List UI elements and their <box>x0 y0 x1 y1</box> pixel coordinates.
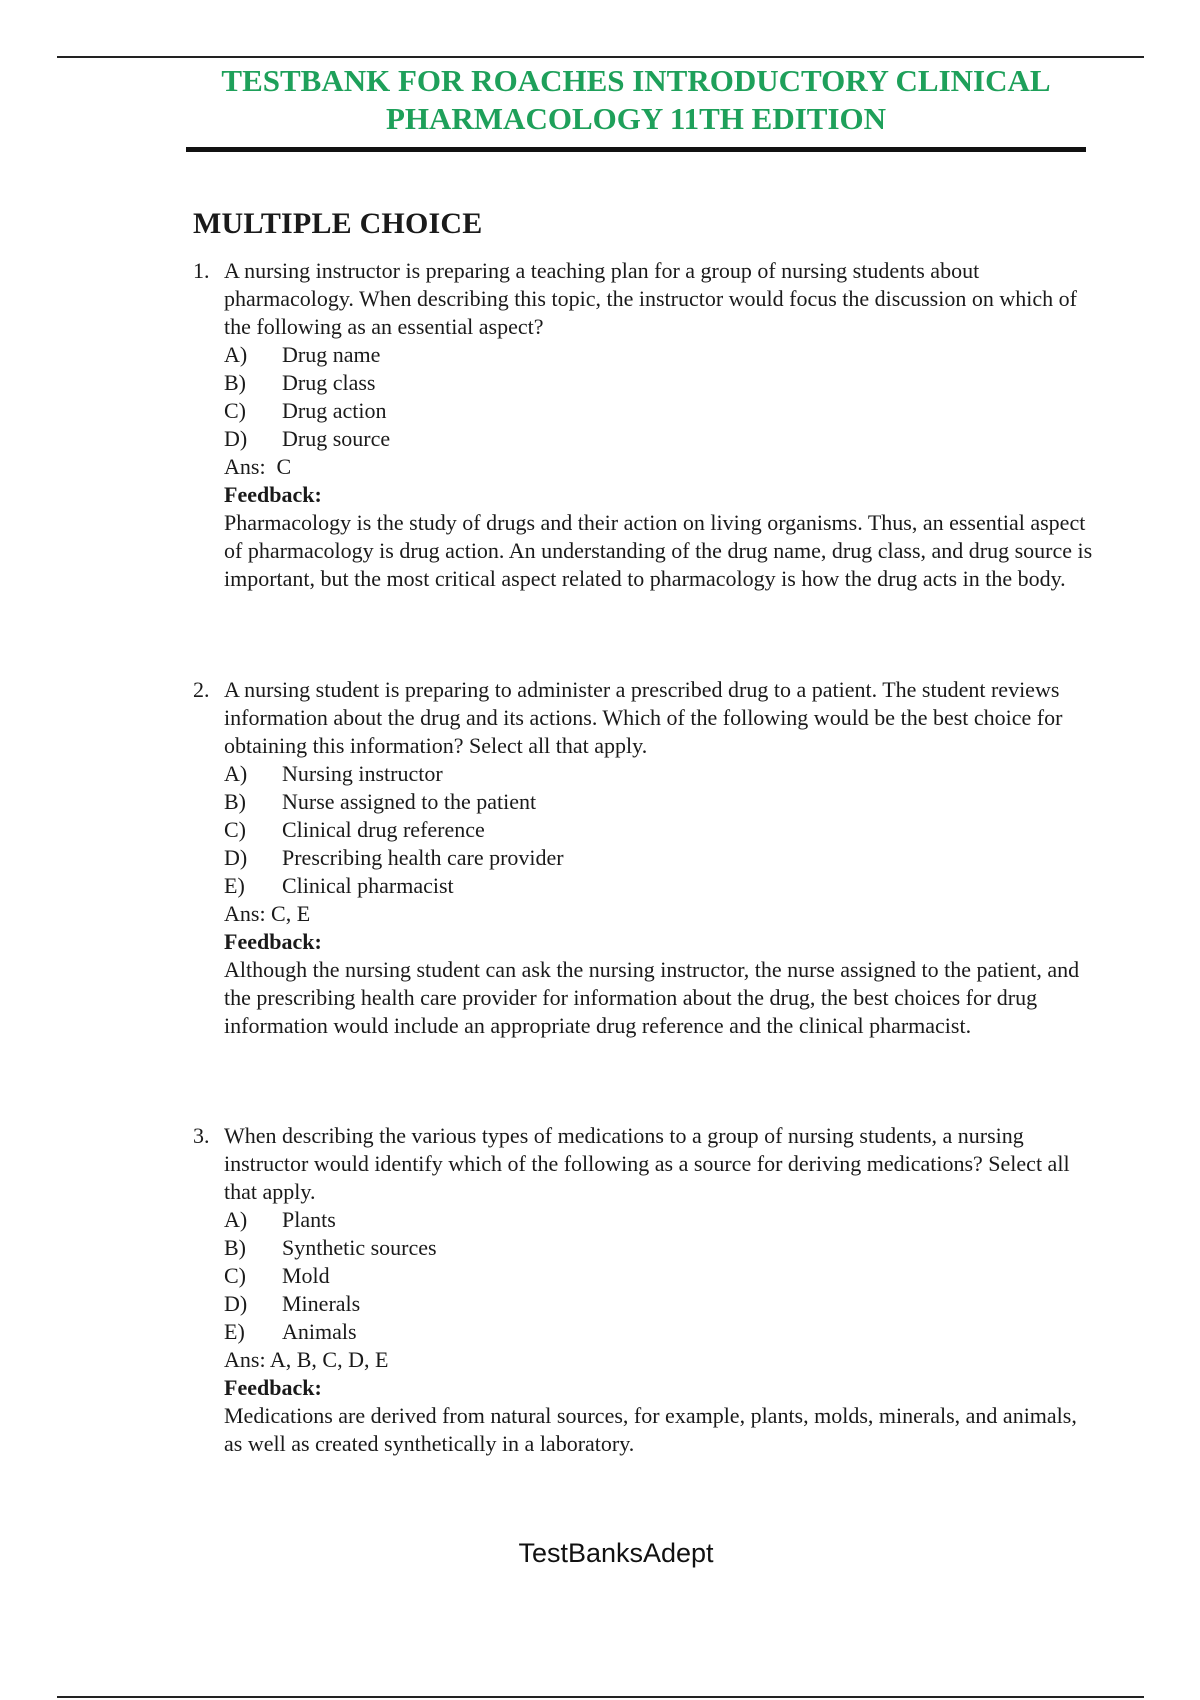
option-b <box>224 369 1093 397</box>
option-letter: E) <box>224 1319 245 1344</box>
feedback-label: Feedback: <box>224 482 322 507</box>
option-text: Clinical drug reference <box>282 817 485 842</box>
footer-brand: TestBanksAdept <box>518 1538 714 1568</box>
option-text: Drug source <box>282 426 391 451</box>
answer-key: Ans: C <box>224 454 292 479</box>
option-text: Synthetic sources <box>282 1235 437 1260</box>
option-text: Animals <box>282 1319 357 1344</box>
title-line-1: TESTBANK FOR ROACHES INTRODUCTORY CLINICAL <box>221 63 1051 98</box>
option-text: Nurse assigned to the patient <box>282 789 537 814</box>
option-letter: E) <box>224 873 245 898</box>
option-letter: D) <box>224 1291 248 1316</box>
answer-key: Ans: A, B, C, D, E <box>224 1347 389 1372</box>
option-d <box>224 425 1093 453</box>
question-number: 1. <box>193 258 210 283</box>
option-b <box>224 788 1093 816</box>
option-e <box>224 1318 1093 1346</box>
question-stem: A nursing instructor is preparing a teaching plan for a group of nursing students about pharmacology. When describing this topic, the instructor would focus the discussion on which of the following as an essential aspect? <box>224 258 1077 339</box>
option-letter: D) <box>224 845 248 870</box>
option-b <box>224 1234 1093 1262</box>
question-3 <box>193 1122 1093 1458</box>
option-letter: C) <box>224 817 246 842</box>
question-number: 3. <box>193 1123 210 1148</box>
option-letter: D) <box>224 426 248 451</box>
feedback-text: Medications are derived from natural sources, for example, plants, molds, minerals, and animals, as well as created synthetically in a laboratory. <box>224 1403 1077 1456</box>
option-c <box>224 1262 1093 1290</box>
option-letter: C) <box>224 1263 246 1288</box>
option-text: Drug class <box>282 370 376 395</box>
feedback-text: Pharmacology is the study of drugs and their action on living organisms. Thus, an essential aspect of pharmacology is drug action. An understanding of the drug name, drug class, and drug source is important, but the most critical aspect related to pharmacology is how the drug acts in the body. <box>224 510 1093 591</box>
option-c <box>224 397 1093 425</box>
top-page-rule <box>57 56 1144 58</box>
question-stem: A nursing student is preparing to administer a prescribed drug to a patient. The student reviews information about the drug and its actions. Which of the following would be the best choice for obtaining this information? Select all that apply. <box>224 677 1063 758</box>
question-number: 2. <box>193 677 210 702</box>
option-text: Nursing instructor <box>282 761 443 786</box>
feedback-label: Feedback: <box>224 929 322 954</box>
document-title <box>186 62 1086 138</box>
option-letter: A) <box>224 342 248 367</box>
option-letter: B) <box>224 1235 246 1260</box>
section-heading: MULTIPLE CHOICE <box>193 207 483 240</box>
title-underline-rule <box>186 147 1086 152</box>
option-text: Mold <box>282 1263 330 1288</box>
option-letter: A) <box>224 761 248 786</box>
option-a <box>224 341 1093 369</box>
option-letter: A) <box>224 1207 248 1232</box>
question-body <box>224 760 1093 1040</box>
option-text: Minerals <box>282 1291 361 1316</box>
option-a <box>224 1206 1093 1234</box>
title-line-2: PHARMACOLOGY 11TH EDITION <box>385 101 887 136</box>
feedback-text: Although the nursing student can ask the nursing instructor, the nurse assigned to the patient, and the prescribing health care provider for information about the drug, the best choices for drug information would include an appropriate drug reference and the clinical pharmacist. <box>224 957 1080 1038</box>
question-2 <box>193 676 1093 1040</box>
question-stem: When describing the various types of medications to a group of nursing students, a nursing instructor would identify which of the following as a source for deriving medications? Select all that apply. <box>224 1123 1070 1204</box>
option-a <box>224 760 1093 788</box>
option-text: Clinical pharmacist <box>282 873 454 898</box>
option-letter: B) <box>224 370 246 395</box>
option-text: Plants <box>282 1207 336 1232</box>
feedback-label: Feedback: <box>224 1375 322 1400</box>
option-d <box>224 1290 1093 1318</box>
option-c <box>224 816 1093 844</box>
option-letter: C) <box>224 398 246 423</box>
bottom-page-rule <box>57 1696 1144 1698</box>
question-body <box>224 1206 1093 1458</box>
answer-key: Ans: C, E <box>224 901 311 926</box>
option-e <box>224 872 1093 900</box>
option-text: Drug name <box>282 342 381 367</box>
option-text: Prescribing health care provider <box>282 845 564 870</box>
question-body <box>224 341 1093 593</box>
option-letter: B) <box>224 789 246 814</box>
option-text: Drug action <box>282 398 387 423</box>
question-1 <box>193 257 1093 593</box>
option-d <box>224 844 1093 872</box>
